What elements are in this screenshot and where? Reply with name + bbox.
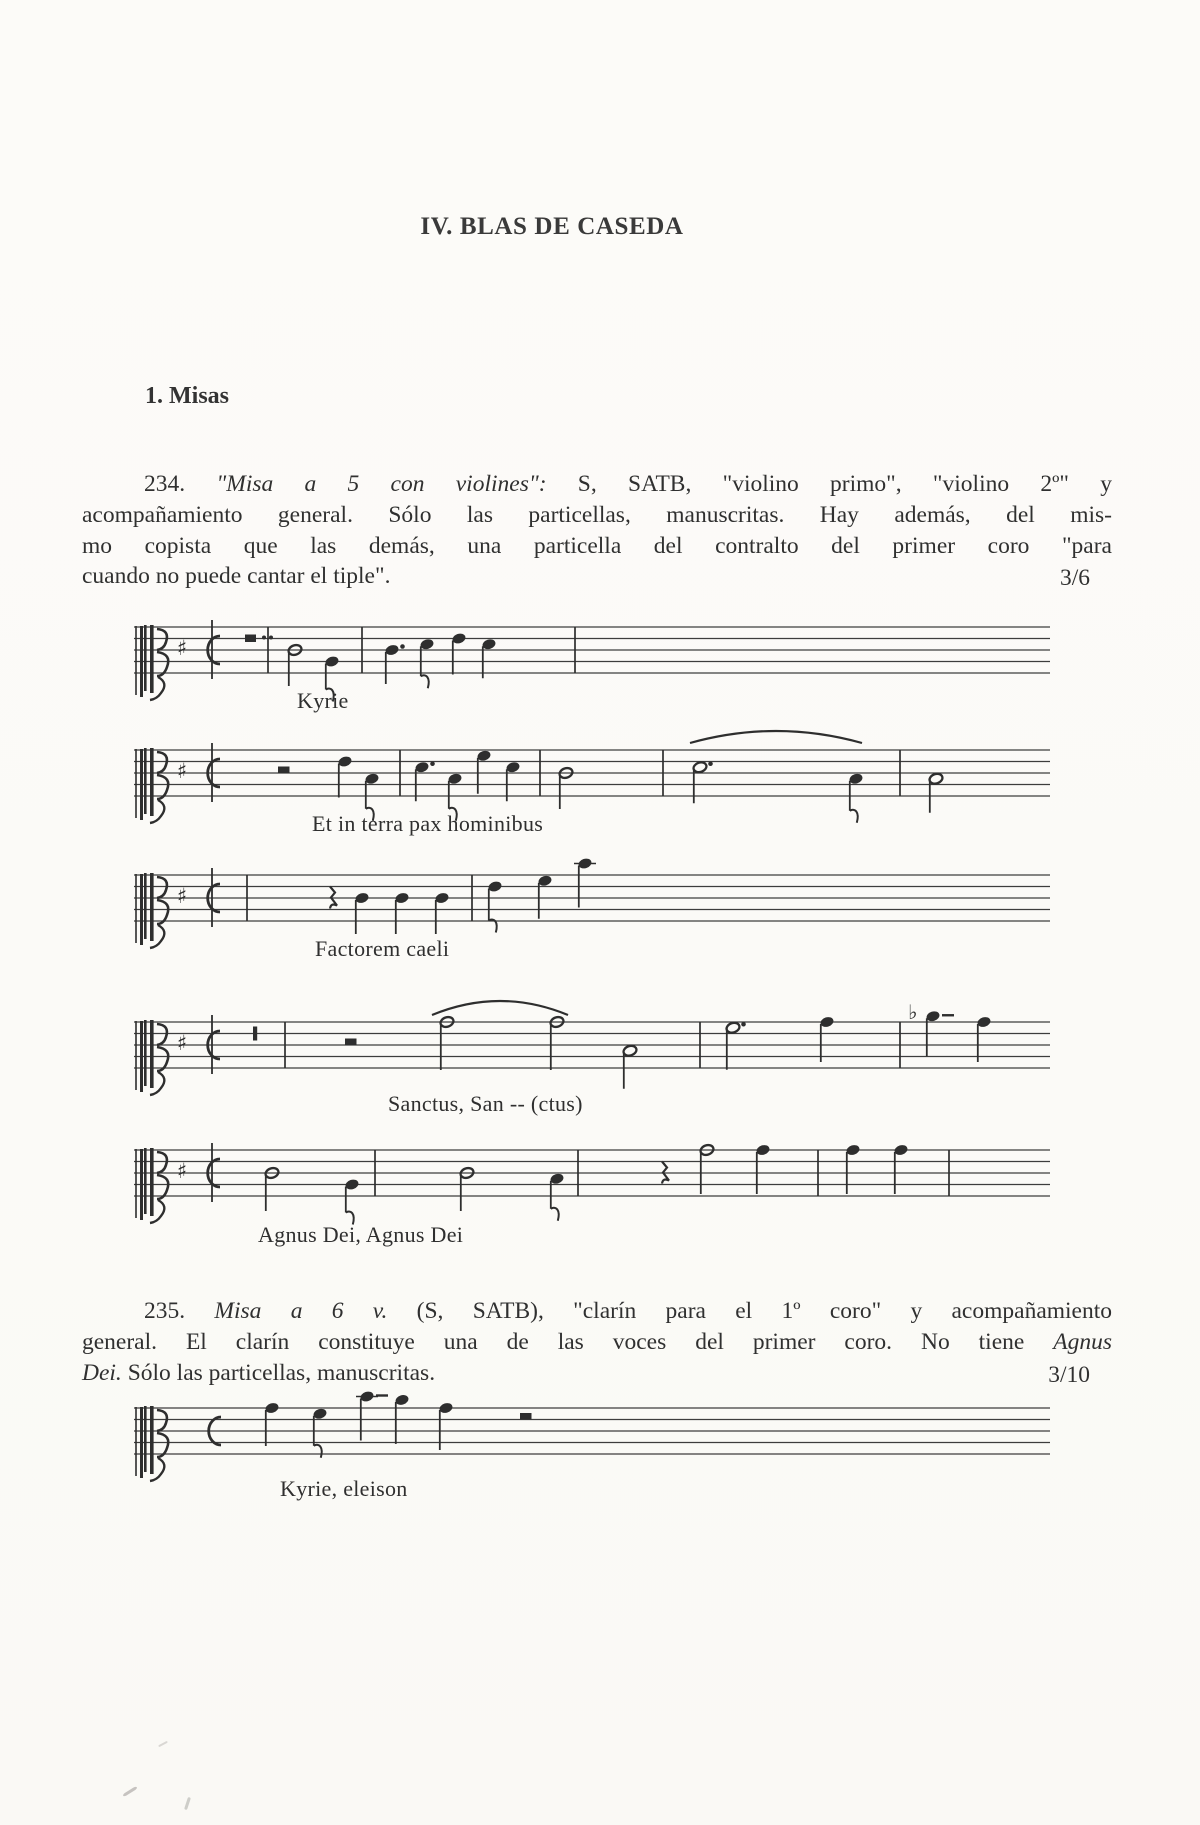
- note: [419, 638, 434, 689]
- note: [394, 1393, 409, 1444]
- text: cuando no puede cantar el tiple".: [82, 563, 391, 590]
- chapter-heading: IV. BLAS DE CASEDA: [420, 213, 684, 240]
- augmentation-dot: [741, 1022, 746, 1027]
- c-clef-icon: [144, 1406, 168, 1481]
- catalog-entry-234: [82, 469, 1112, 592]
- note: [848, 772, 863, 823]
- italic-text: Dei.: [82, 1359, 122, 1386]
- note: [893, 1143, 908, 1194]
- note: [487, 880, 502, 933]
- c-clef-icon: [144, 625, 168, 700]
- staff-text-label: Factorem caeli: [315, 936, 450, 961]
- flat-icon: ♭: [908, 999, 918, 1024]
- sharp-icon: ♯: [177, 1159, 188, 1183]
- text: (S, SATB), "clarín para el 1º coro" y acompañamiento: [387, 1298, 1113, 1324]
- note: [434, 891, 449, 934]
- note: [344, 1178, 359, 1225]
- italic-text: "Misa a 5 con violines":: [216, 471, 547, 497]
- note: [574, 857, 596, 908]
- text: acompañamiento general. Sólo las particellas, manuscritas. Hay además, del mis-: [82, 501, 1112, 528]
- c-clef-icon: [144, 873, 168, 948]
- text: 235.: [144, 1298, 215, 1324]
- note: [505, 761, 520, 802]
- note: [928, 772, 943, 813]
- longa-tick: [253, 1027, 257, 1041]
- note: [356, 1390, 388, 1441]
- note: [845, 1143, 860, 1194]
- text: general. El clarín constituye una de las voces del primer coro. No tiene: [82, 1328, 1054, 1355]
- pencil-mark: [184, 1797, 191, 1810]
- c-clef-icon: [144, 748, 168, 823]
- flag: [850, 810, 858, 823]
- catalog-ref: 3/10: [1048, 1361, 1090, 1388]
- slur: [432, 1001, 568, 1015]
- c-clef-icon: [144, 1148, 168, 1223]
- staff-text-label: Sanctus, San -- (ctus): [388, 1091, 583, 1116]
- note: [537, 874, 552, 919]
- note: [699, 1143, 714, 1194]
- pencil-mark: [122, 1786, 137, 1797]
- note: [622, 1044, 637, 1089]
- text: 234.: [144, 471, 217, 497]
- note: [819, 1015, 834, 1062]
- note: [439, 1015, 454, 1070]
- italic-text: Agnus: [1053, 1328, 1112, 1355]
- catalog-ref: 3/6: [1059, 565, 1090, 592]
- note: [337, 755, 352, 798]
- c-clef-icon: [144, 1020, 168, 1095]
- italic-text: Misa a 6 v.: [214, 1298, 388, 1324]
- note: [476, 749, 491, 794]
- note: [264, 1401, 279, 1446]
- note: [354, 891, 369, 934]
- pencil-mark: [158, 1741, 168, 1747]
- note: [394, 891, 409, 934]
- music-staff: [134, 833, 1074, 983]
- sharp-icon: ♯: [177, 884, 188, 908]
- text-line: [82, 500, 1112, 531]
- note: [976, 1015, 991, 1062]
- sharp-icon: ♯: [177, 1031, 188, 1055]
- text-line: [82, 1358, 1112, 1389]
- flag: [551, 1208, 559, 1221]
- staff-text-label: Kyrie: [297, 688, 349, 713]
- flag: [421, 675, 429, 688]
- text: Sólo las particellas, manuscritas.: [121, 1359, 436, 1386]
- augmentation-dot: [708, 761, 713, 766]
- catalog-entry-235: [82, 1296, 1112, 1388]
- section-heading: 1. Misas: [145, 383, 229, 409]
- text-line: [82, 531, 1112, 562]
- text-line: [82, 1296, 1112, 1327]
- slur: [690, 731, 862, 743]
- staff-text-label: Kyrie, eleison: [280, 1476, 408, 1501]
- half-rest: [520, 1413, 532, 1420]
- note: [451, 632, 466, 675]
- text: S, SATB, "violino primo", "violino 2º" y: [546, 471, 1112, 497]
- text-line: [82, 1327, 1112, 1358]
- note: [312, 1407, 327, 1458]
- sharp-icon: ♯: [177, 759, 188, 783]
- augmentation-dot: [400, 644, 405, 649]
- note: [755, 1143, 770, 1194]
- note: [481, 638, 496, 679]
- half-rest: [345, 1039, 357, 1046]
- staff-text-label: Et in terra pax hominibus: [312, 811, 544, 836]
- note: [692, 761, 713, 804]
- note: [549, 1015, 564, 1070]
- music-staff: [134, 1366, 1074, 1516]
- text-line: [82, 469, 1112, 500]
- augmentation-dot: [430, 761, 435, 766]
- sharp-icon: ♯: [177, 636, 188, 660]
- text: mo copista que las demás, una particella del contralto del primer coro "para: [82, 532, 1112, 559]
- staff-text-label: Agnus Dei, Agnus Dei: [258, 1222, 464, 1247]
- half-rest: [278, 767, 290, 774]
- flag: [314, 1445, 322, 1458]
- note: [414, 761, 435, 802]
